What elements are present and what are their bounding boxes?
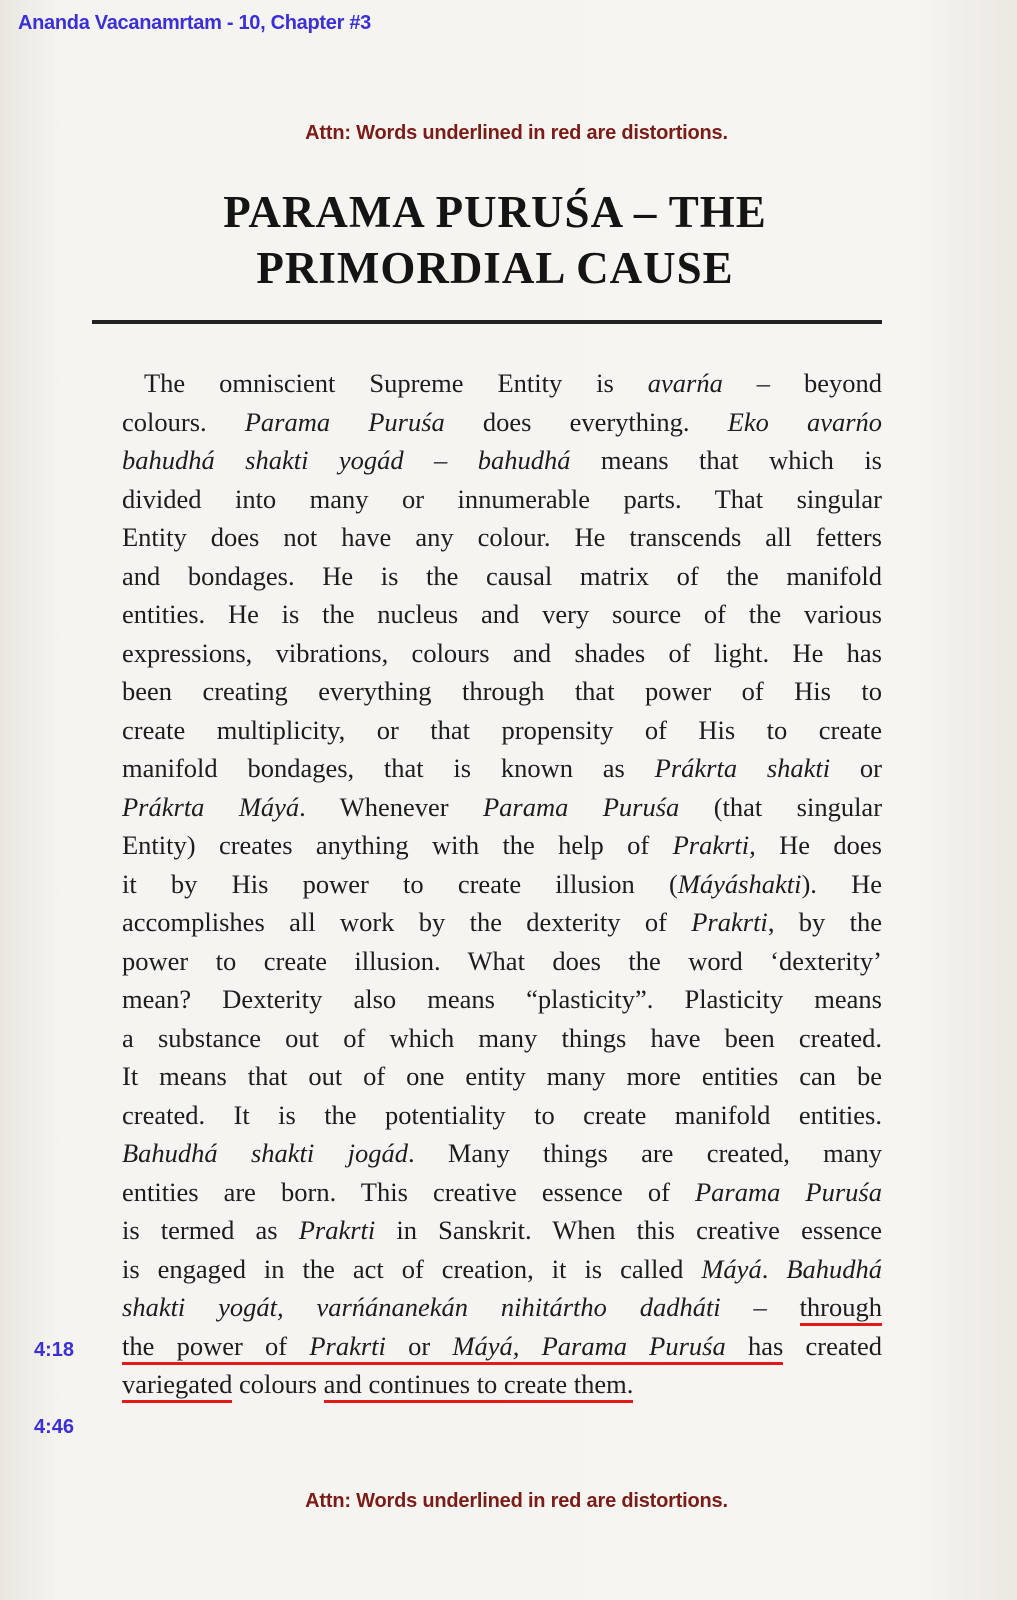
text-segment: created. It is the potentiality to create manifold entities. [122, 1099, 882, 1130]
underlined-distortion: the power of [122, 1331, 309, 1365]
text-segment: is termed as [122, 1215, 299, 1245]
text-segment: divided into many or innumerable parts. That singular [122, 483, 882, 514]
text-line [122, 865, 882, 904]
attention-note-bottom: Attn: Words underlined in red are distortions. [305, 1490, 728, 1512]
text-segment: . [761, 1253, 787, 1284]
text-segment: Prákrta Máyá [122, 791, 300, 822]
text-segment: colours [232, 1369, 324, 1399]
text-segment: power to create illusion. What does the word ‘dexterity’ [122, 945, 882, 976]
text-line [122, 634, 882, 673]
text-line [122, 942, 882, 981]
text-line [122, 1096, 882, 1135]
text-segment: create multiplicity, or that propensity of His to create [122, 714, 882, 745]
text-line [122, 672, 882, 711]
text-segment: does everything. [444, 406, 728, 437]
underlined-distortion: Prakrti [309, 1331, 386, 1365]
text-segment: it by His power to create illusion ( [122, 868, 678, 899]
text-segment: in Sanskrit. When this creative essence [375, 1215, 882, 1245]
text-segment: a substance out of which many things have been created. [122, 1022, 882, 1053]
text-line [122, 557, 882, 596]
text-segment: Parama Puruśa [482, 791, 680, 822]
text-segment: bahudhá shakti yogád – bahudhá [122, 445, 571, 475]
chapter-title-line-1: PARAMA PURUŚA – THE [223, 187, 767, 237]
text-segment: Prákrta shakti [654, 753, 831, 783]
text-segment: , by the [767, 907, 882, 937]
text-line [122, 480, 882, 519]
text-segment: Bahudhá shakti jogád [122, 1138, 408, 1168]
chapter-title [90, 184, 900, 296]
underlined-distortion: or [386, 1331, 453, 1365]
text-segment: mean? Dexterity also means “plasticity”. Plasticity means [122, 984, 882, 1014]
text-line [122, 788, 882, 827]
text-line [122, 518, 882, 557]
text-segment: accomplishes all work by the dexterity of [122, 907, 692, 937]
text-line [122, 1211, 882, 1250]
text-segment: Máyá [701, 1253, 762, 1284]
text-segment: ). He [801, 868, 882, 899]
text-segment: Bahudhá [786, 1253, 882, 1284]
text-segment: expressions, vibrations, colours and shades of light. He has [122, 637, 882, 668]
text-line [122, 1250, 882, 1289]
underlined-distortion: variegated [122, 1369, 232, 1403]
body-paragraph [122, 364, 882, 1404]
text-segment: He does [755, 830, 882, 860]
text-segment: entities. He is the nucleus and very source of the various [122, 599, 882, 629]
text-segment: avarńa [647, 368, 723, 398]
text-line [122, 903, 882, 942]
text-line [122, 1019, 882, 1058]
underlined-distortion: and continues to create them. [324, 1369, 634, 1403]
underlined-distortion: through [800, 1292, 882, 1326]
title-divider [92, 320, 882, 324]
text-segment: Parama Puruśa [244, 406, 445, 437]
underlined-distortion: Máyá, Parama Puruśa [452, 1331, 725, 1365]
text-segment: colours. [122, 406, 245, 437]
text-segment: Eko avarńo [727, 406, 883, 437]
timestamp-marker-1: 4:18 [34, 1339, 75, 1361]
text-line [122, 1057, 882, 1096]
text-line [122, 1173, 882, 1212]
timestamp-marker-2: 4:46 [34, 1416, 75, 1438]
text-segment: . Whenever [299, 791, 483, 822]
text-segment: manifold bondages, that is known as [122, 753, 655, 783]
text-line [122, 441, 882, 480]
text-segment: Entity) creates anything with the help of [122, 830, 673, 860]
text-segment: is engaged in the act of creation, it is called [122, 1253, 702, 1284]
text-segment: (that singular [679, 791, 883, 822]
text-segment: – [720, 1292, 800, 1322]
text-segment: It means that out of one entity many more entities can be [122, 1061, 882, 1091]
text-line [122, 1365, 882, 1404]
text-segment: been creating everything through that power of His to [122, 676, 882, 706]
text-line [122, 1134, 882, 1173]
text-segment: and bondages. He is the causal matrix of the manifold [122, 560, 882, 591]
text-segment: The omniscient Supreme Entity is [144, 368, 648, 398]
text-segment: means that which is [570, 445, 882, 475]
text-segment: or [830, 753, 883, 783]
chapter-title-line-2: PRIMORDIAL CAUSE [256, 243, 734, 293]
text-segment: entities are born. This creative essence of [122, 1176, 695, 1207]
text-segment: Prakrti, [672, 830, 756, 860]
text-segment: Prakrti [691, 907, 768, 937]
text-segment: – beyond [722, 368, 882, 398]
text-segment: Máyáshakti [677, 868, 802, 899]
text-line [122, 1327, 882, 1366]
text-line [122, 364, 882, 403]
text-segment: created [783, 1330, 882, 1361]
attention-note-top: Attn: Words underlined in red are distortions. [305, 122, 728, 144]
text-segment: Prakrti [298, 1215, 376, 1245]
text-segment: Entity does not have any colour. He transcends all fetters [122, 522, 882, 552]
text-line [122, 749, 882, 788]
text-segment: Parama Puruśa [694, 1176, 882, 1207]
text-line [122, 595, 882, 634]
text-segment: shakti yogát, varńánanekán nihitártho dadháti [122, 1292, 721, 1322]
text-line [122, 711, 882, 750]
text-line [122, 826, 882, 865]
source-caption: Ananda Vacanamrtam - 10, Chapter #3 [18, 12, 371, 34]
underlined-distortion: has [726, 1331, 784, 1365]
text-line [122, 403, 882, 442]
text-line [122, 1288, 882, 1327]
text-line [122, 980, 882, 1019]
text-segment: . Many things are created, many [407, 1138, 882, 1168]
